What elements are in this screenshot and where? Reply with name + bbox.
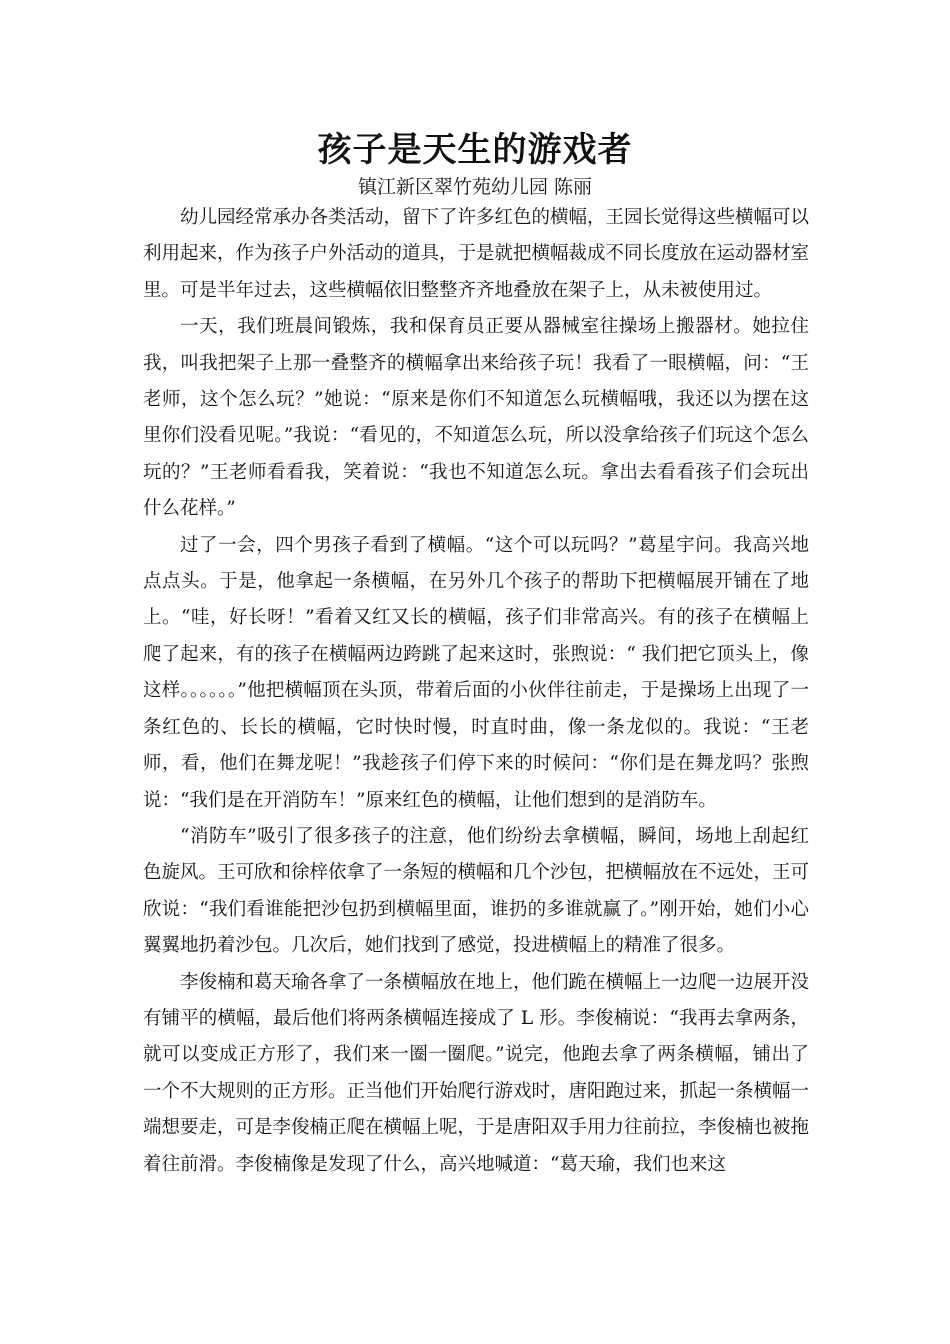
paragraph-1: 幼儿园经常承办各类活动，留下了许多红色的横幅，王园长觉得这些横幅可以利用起来，作为孩子户外活动的道具，于是就把横幅裁成不同长度放在运动器材室里。可是半年过去，这些横幅依旧整整齐齐地叠放在架子上，从未被使用过。 (143, 207, 810, 301)
article-body (143, 200, 809, 1183)
paragraph-3: 过了一会，四个男孩子看到了横幅。“这个可以玩吗？”葛星宇问。我高兴地点点头。于是，他拿起一条横幅，在另外几个孩子的帮助下把横幅展开铺在了地上。“哇，好长呀！”看着又红又长的横幅，孩子们非常高兴。有的孩子在横幅上爬了起来，有的孩子在横幅两边跨跳了起来这时，张煦说：“ 我们把它顶头上，像这样。。。。。。”他把横幅顶在头顶，带着后面的小伙伴往前走，于是操场上出现了一条红色的、长长的横幅，它时快时慢，时直时曲，像一条龙似的。我说：“王老师，看，他们在舞龙呢！”我趁孩子们停下来的时候问：“你们是在舞龙吗？张煦说：“我们是在开消防车！”原来红色的横幅，让他们想到的是消防车。 (143, 534, 809, 811)
author-byline: 镇江新区翠竹苑幼儿园 陈丽 (357, 176, 593, 198)
document-title: 孩子是天生的游戏者 (317, 130, 633, 170)
paragraph-2: 一天，我们班晨间锻炼，我和保育员正要从器械室往操场上搬器材。她拉住我，叫我把架子上那一叠整齐的横幅拿出来给孩子玩！我看了一眼横幅，问：“王老师，这个怎么玩？”她说：“原来是你们不知道怎么玩横幅哦，我还以为摆在这里你们没看见呢。”我说：“看见的，不知道怎么玩，所以没拿给孩子们玩这个怎么玩的？”王老师看看我，笑着说：“我也不知道怎么玩。拿出去看看孩子们会玩出什么花样。” (143, 316, 809, 520)
paragraph-5: 李俊楠和葛天瑜各拿了一条横幅放在地上，他们跪在横幅上一边爬一边展开没有铺平的横幅，最后他们将两条横幅连接成了 L 形。李俊楠说：“我再去拿两条，就可以变成正方形了，我们来一圈一圈爬。”说完，他跑去拿了两条横幅，铺出了一个不大规则的正方形。正当他们开始爬行游戏时，唐阳跑过来，抓起一条横幅一端想要走，可是李俊楠正爬在横幅上呢，于是唐阳双手用力往前拉，李俊楠也被拖着往前滑。李俊楠像是发现了什么，高兴地喊道：“葛天瑜，我们也来这 (143, 971, 810, 1175)
paragraph-4: “消防车”吸引了很多孩子的注意，他们纷纷去拿横幅，瞬间，场地上刮起红色旋风。王可欣和徐梓依拿了一条短的横幅和几个沙包，把横幅放在不远处，王可欣说：“我们看谁能把沙包扔到横幅里面，谁扔的多谁就赢了。”刚开始，她们小心翼翼地扔着沙包。几次后，她们找到了感觉，投进横幅上的精准了很多。 (143, 825, 810, 957)
